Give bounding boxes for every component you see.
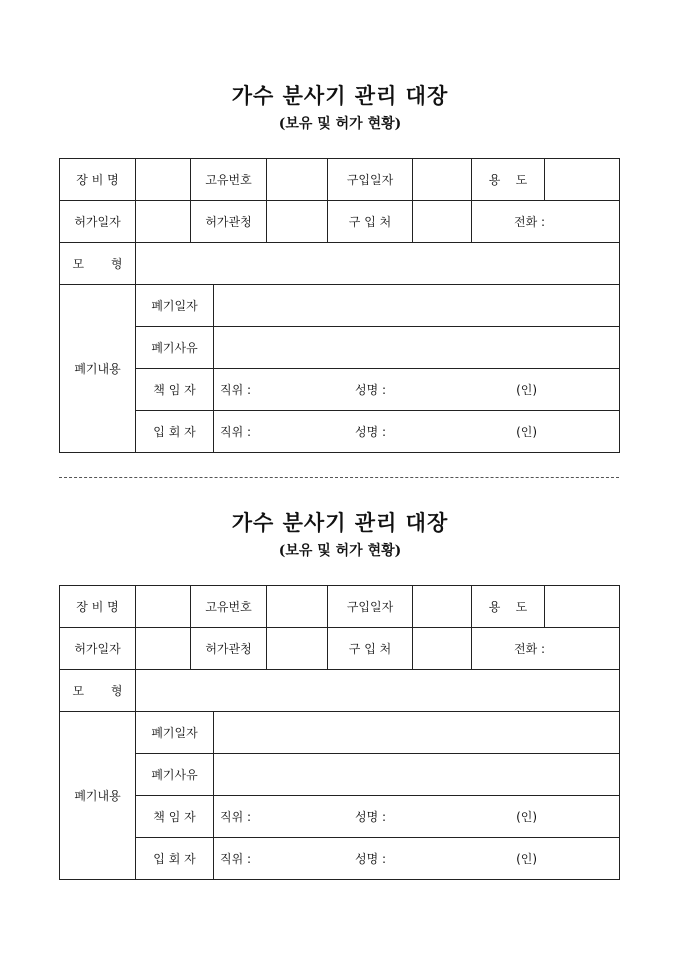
vendor-label: 구 입 처 xyxy=(328,628,413,670)
disposal-date-field[interactable] xyxy=(214,712,620,754)
table-row xyxy=(60,243,620,285)
name-label: 성명 : xyxy=(355,425,387,439)
name-label: 성명 : xyxy=(355,852,387,866)
witness-field[interactable] xyxy=(214,838,620,880)
form-title: 가수 분사기 관리 대장 xyxy=(231,510,449,535)
registry-table xyxy=(59,158,620,453)
position-label: 직위 : xyxy=(220,383,252,397)
permit-office-label: 허가관청 xyxy=(191,628,267,670)
witness-label: 입 회 자 xyxy=(136,838,214,880)
serial-number-field[interactable] xyxy=(267,586,328,628)
disposal-reason-label: 폐기사유 xyxy=(136,327,214,369)
table-row xyxy=(60,327,620,369)
phone-field[interactable]: 전화 : xyxy=(472,628,620,670)
table-row xyxy=(60,586,620,628)
name-label: 성명 : xyxy=(355,383,387,397)
disposal-date-field[interactable] xyxy=(214,285,620,327)
registry-table xyxy=(59,585,620,880)
seal-label: (인) xyxy=(516,852,538,866)
permit-date-label: 허가일자 xyxy=(60,628,136,670)
vendor-field[interactable] xyxy=(413,201,472,243)
position-label: 직위 : xyxy=(220,810,252,824)
equipment-name-field[interactable] xyxy=(136,159,191,201)
table-row xyxy=(60,754,620,796)
vendor-label: 구 입 처 xyxy=(328,201,413,243)
table-row xyxy=(60,285,620,327)
disposal-date-label: 폐기일자 xyxy=(136,712,214,754)
model-label: 모 형 xyxy=(60,670,136,712)
position-label: 직위 : xyxy=(220,425,252,439)
responsible-label: 책 임 자 xyxy=(136,369,214,411)
disposal-reason-field[interactable] xyxy=(214,754,620,796)
form-subtitle: (보유 및 허가 현황) xyxy=(278,543,402,559)
seal-label: (인) xyxy=(516,383,538,397)
witness-field[interactable] xyxy=(214,411,620,453)
usage-label: 용 도 xyxy=(472,159,545,201)
vendor-field[interactable] xyxy=(413,628,472,670)
table-row xyxy=(60,838,620,880)
model-field[interactable] xyxy=(136,670,620,712)
table-row xyxy=(60,796,620,838)
table-row xyxy=(60,712,620,754)
serial-number-label: 고유번호 xyxy=(191,586,267,628)
permit-date-field[interactable] xyxy=(136,628,191,670)
position-label: 직위 : xyxy=(220,852,252,866)
responsible-field[interactable] xyxy=(214,369,620,411)
name-label: 성명 : xyxy=(355,810,387,824)
disposal-reason-field[interactable] xyxy=(214,327,620,369)
usage-label: 용 도 xyxy=(472,586,545,628)
phone-field[interactable]: 전화 : xyxy=(472,201,620,243)
disposal-date-label: 폐기일자 xyxy=(136,285,214,327)
permit-office-label: 허가관청 xyxy=(191,201,267,243)
equipment-name-label: 장 비 명 xyxy=(60,159,136,201)
purchase-date-label: 구입일자 xyxy=(328,159,413,201)
responsible-label: 책 임 자 xyxy=(136,796,214,838)
permit-office-field[interactable] xyxy=(267,628,328,670)
table-row xyxy=(60,369,620,411)
table-row xyxy=(60,411,620,453)
serial-number-field[interactable] xyxy=(267,159,328,201)
form-subtitle: (보유 및 허가 현황) xyxy=(278,116,402,132)
table-row xyxy=(60,201,620,243)
responsible-field[interactable] xyxy=(214,796,620,838)
usage-field[interactable] xyxy=(545,586,620,628)
table-row xyxy=(60,159,620,201)
usage-field[interactable] xyxy=(545,159,620,201)
table-row xyxy=(60,670,620,712)
form-title: 가수 분사기 관리 대장 xyxy=(231,83,449,108)
purchase-date-field[interactable] xyxy=(413,159,472,201)
seal-label: (인) xyxy=(516,810,538,824)
disposal-reason-label: 폐기사유 xyxy=(136,754,214,796)
model-label: 모 형 xyxy=(60,243,136,285)
purchase-date-field[interactable] xyxy=(413,586,472,628)
seal-label: (인) xyxy=(516,425,538,439)
disposal-group-label: 폐기내용 xyxy=(60,712,136,880)
permit-date-field[interactable] xyxy=(136,201,191,243)
permit-date-label: 허가일자 xyxy=(60,201,136,243)
table-row xyxy=(60,628,620,670)
purchase-date-label: 구입일자 xyxy=(328,586,413,628)
equipment-name-label: 장 비 명 xyxy=(60,586,136,628)
witness-label: 입 회 자 xyxy=(136,411,214,453)
model-field[interactable] xyxy=(136,243,620,285)
serial-number-label: 고유번호 xyxy=(191,159,267,201)
disposal-group-label: 폐기내용 xyxy=(60,285,136,453)
cut-line-divider xyxy=(59,477,619,478)
equipment-name-field[interactable] xyxy=(136,586,191,628)
permit-office-field[interactable] xyxy=(267,201,328,243)
